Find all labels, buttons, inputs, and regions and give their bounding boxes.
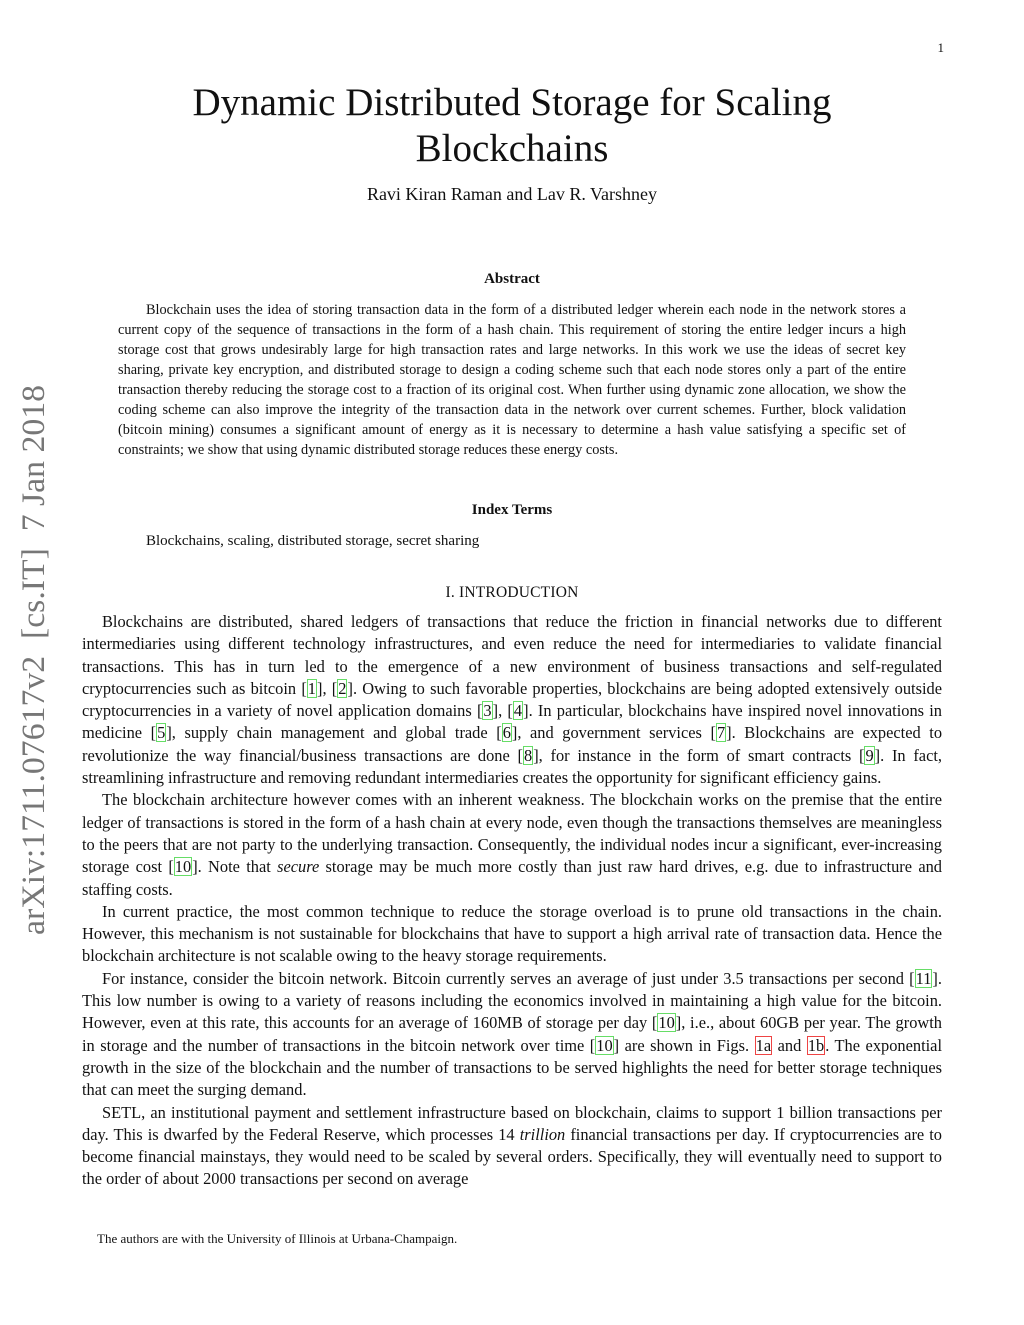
authors: Ravi Kiran Raman and Lav R. Varshney: [366, 184, 658, 204]
section-name: NTRODUCTION: [464, 584, 579, 601]
paragraph-1: Blockchains are distributed, shared ledgers of transactions that reduce the friction in financial networks due to different intermediaries using different technology infrastructures, and even reduce the need for intermediaries to validate financial transactions. This has in turn led to the emergence of a new environment of business transactions and self-regulated cryptocurrencies such as bitcoin [1], [2]. Owing to such favorable properties, blockchains are being adopted extensively outside cryptocurrencies in a variety of novel application domains [3], [4]. In particular, blockchains have inspired novel innovations in medicine [5], supply chain management and global trade [6], and government services [7]. Blockchains are expected to revolutionize the way financial/business transactions are done [8], for instance in the form of smart contracts [9]. In fact, streamlining infrastructure and removing redundant intermediaries creates the opportunity for significant efficiency gains.: [82, 612, 943, 788]
paragraph-4: For instance, consider the bitcoin network. Bitcoin currently serves an average of just under 3.5 transactions per second [11]. This low number is owing to a variety of reasons including the economics involved in maintaining a high value for the bitcoin. However, even at this rate, this accounts for an average of 160MB of storage per day [10], i.e., about 60GB per year. The growth in storage and the number of transactions in the bitcoin network over time [10] are shown in Figs. 1a and 1b. The exponential growth in the size of the blockchain and the number of transactions to be served highlights the need for better storage techniques that can meet the surging demand.: [82, 968, 943, 1100]
citation-link[interactable]: 3: [483, 701, 492, 721]
citation-link[interactable]: 6: [502, 723, 511, 743]
section-heading-introduction: [0, 584, 1024, 602]
abstract-heading: Abstract: [484, 271, 540, 287]
paragraph-5: SETL, an institutional payment and settlement infrastructure based on blockchain, claims to support 1 billion transactions per day. This is dwarfed by the Federal Reserve, which processes 14 trillion financial transactions per day. If cryptocurrencies are to become financial mainstays, they would need to be scaled by several orders. Specifically, they will eventually need to support to the order of about 2000 transactions per second on average: [82, 1102, 943, 1189]
footnote: The authors are with the University of Illinois at Urbana-Champaign.: [97, 1231, 458, 1246]
citation-link[interactable]: 1: [307, 678, 316, 698]
citation-link[interactable]: 4: [513, 701, 523, 721]
citation-link[interactable]: 5: [157, 723, 166, 743]
title-line-2: Blockchains: [415, 127, 609, 170]
citation-link[interactable]: 10: [174, 857, 192, 877]
citation-link[interactable]: 9: [865, 745, 874, 765]
citation-link[interactable]: 8: [523, 745, 533, 765]
paper-title: [120, 80, 904, 172]
paragraph-3: In current practice, the most common technique to reduce the storage overload is to prune old transactions in the chain. However, this mechanism is not sustainable for blockchains that have to support a high arrival rate of transaction data. Hence the blockchain architecture is not scalable owing to the heavy storage requirements.: [82, 901, 942, 966]
paragraph-2: The blockchain architecture however comes with an inherent weakness. The blockchain works on the premise that the entire ledger of transactions is stored in the form of a hash chain at every node, even though the transactions themselves are meaningless to the peers that are not party to the underlying transaction. Consequently, the individual nodes incur a significant, ever-increasing storage cost [10]. Note that secure storage may be much more costly than just raw hard drives, e.g. due to infrastructure and staffing costs.: [82, 790, 942, 899]
page-number: 1: [937, 40, 944, 55]
arxiv-stamp-text: arXiv:1711.07617v2 [cs.IT] 7 Jan 2018: [16, 397, 52, 935]
citation-link[interactable]: 7: [716, 723, 726, 743]
figure-link[interactable]: 1b: [807, 1035, 825, 1055]
abstract-body: Blockchain uses the idea of storing transaction data in the form of a distributed ledger wherein each node in the network stores a current copy of the sequence of transactions in the form of a hash chain. This requirement of storing the entire ledger incurs a high storage cost that grows undesirably large for high transaction rates and large networks. In this work we use the ideas of secret key sharing, private key encryption, and distributed storage to design a coding scheme such that each node stores only a part of the entire transaction thereby reducing the storage cost to a fraction of its original cost. When further using dynamic zone allocation, we show the coding scheme can also improve the integrity of the transaction data in the network over current schemes. Further, block validation (bitcoin mining) consumes a significant amount of energy as it is necessary to determine a hash value satisfying a specific set of constraints; we show that using dynamic distributed storage reduces these energy costs.: [118, 302, 906, 458]
arxiv-stamp: [4, 380, 64, 940]
citation-link[interactable]: 2: [338, 678, 347, 698]
index-terms-heading: Index Terms: [471, 502, 553, 518]
citation-link[interactable]: 10: [658, 1013, 675, 1033]
figure-link[interactable]: 1a: [755, 1035, 772, 1055]
body-text: [82, 611, 942, 1191]
citation-link[interactable]: 10: [596, 1035, 613, 1055]
citation-link[interactable]: 11: [915, 968, 932, 988]
index-terms-body: Blockchains, scaling, distributed storage, secret sharing: [146, 533, 480, 549]
section-number: I. I: [445, 584, 465, 601]
title-line-1: Dynamic Distributed Storage for Scaling: [192, 81, 832, 124]
